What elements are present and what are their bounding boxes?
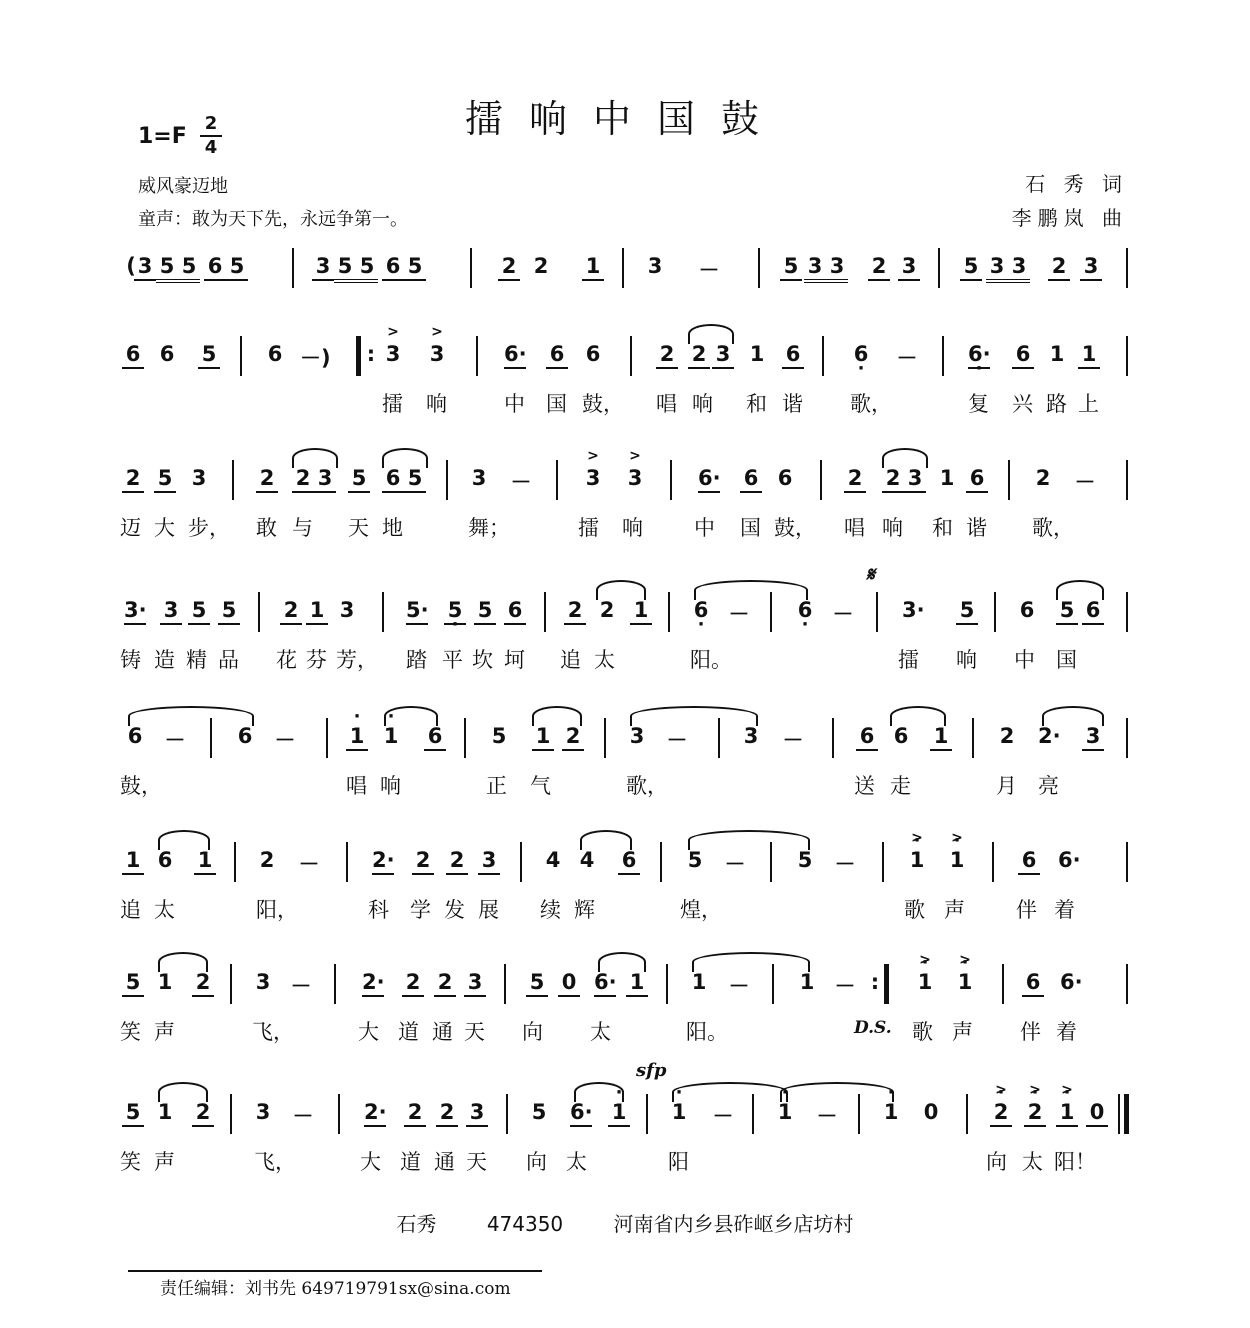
score-row-3	[120, 448, 1132, 580]
score-row-2	[120, 324, 1132, 456]
child-voice-note: 童声：敢为天下先，永远争第一。	[138, 209, 408, 230]
lyrics-row: 擂 响 中 国 鼓， 唱 响 和 谐 歌， 复 兴 路 上	[382, 392, 1099, 416]
composer-credit: 李鹏岚 曲	[1011, 206, 1128, 230]
score-row-8	[120, 1060, 1132, 1214]
postcode: 474350	[486, 1212, 564, 1236]
notation-row: 1 6 1 2 － 2· 2 2 3 4 4 6 5 － 5 － · 1 > · 1 > 6 6·	[120, 842, 1132, 882]
score-row-7	[120, 952, 1132, 1084]
divider	[128, 1270, 542, 1272]
lyrics-row: 鼓， 唱 响 正 气 歌， 送 走 月 亮	[120, 774, 1059, 798]
address: 河南省内乡县砟岖乡店坊村	[613, 1212, 854, 1236]
lyrics-row: 笑 声 飞， 大 道 通 天 向 太 阳 向 太 阳！	[120, 1150, 1096, 1174]
lyrics-row: 追 太 阳， 科 学 发 展 续 辉 煌， 歌 声 伴 着	[120, 898, 1075, 922]
lyrics-row: 笑 声 飞， 大 道 通 天 向 太 阳。 D.S. 歌 声 伴 着	[120, 1018, 1077, 1044]
editor-credit: 责任编辑：刘书先 649719791sx@sina.com	[160, 1279, 511, 1299]
key-signature: 1=F	[138, 124, 187, 149]
ds-mark: D.S.	[854, 1018, 892, 1038]
notation-row: 5 1 2 3 － 2· 2 2 3 5 0 6· 1 1 － 1 － : · 1 > · 1 > 6 6·	[120, 964, 1132, 1004]
dynamic-mark: sfp	[636, 1060, 667, 1081]
notation-row: ( 3 5 5 6 5 3 5 5 6 5 2 2 1 3 － 5 3 3 2 3 5 3 3 2 3	[120, 248, 1132, 288]
time-signature-top: 2	[204, 113, 218, 134]
notation-row: 6 － 6 － · 1 · 1 6 5 1 2 3 － 3 － 6 6 1 2 2· 3	[120, 718, 1132, 758]
page-title: 擂响中国鼓	[464, 97, 785, 141]
author-name: 石秀	[396, 1212, 437, 1236]
tempo-marking: 威风豪迈地	[138, 176, 228, 197]
segno-mark: 𝄋	[866, 562, 875, 586]
lyrics-row: 铸 造 精 品 花 芬 芳， 踏 平 坎 坷 追 太 阳。 擂 响 中 国	[120, 648, 1077, 672]
time-signature	[200, 114, 222, 158]
lyrics-row: 迈 大 步， 敢 与 天 地 舞； 擂 响 中 国 鼓， 唱 响 和 谐 歌，	[120, 516, 1074, 540]
notation-row: 2 5 3 2 2 3 5 6 5 3 － 3 > 3 > 6· 6 6 2 2 3 1 6 2 －	[120, 460, 1132, 500]
notation-row: 6 6 5 6 －) : 3 > 3 > 6· 6 6 2 2 3 1 6 6 · － 6· · 6 1 1	[120, 336, 1132, 376]
score-row-4	[120, 562, 1132, 712]
notation-row: 5 1 2 3 － 2· 2 2 3 5 6· · 1 sfp · 1 － · 1 － · 1 0 · 2 > · 2 > · 1 > 0	[120, 1094, 1132, 1134]
lyricist-credit: 石 秀 词	[1025, 172, 1128, 196]
notation-row: 3· 3 5 5 2 1 3 5· 5 · 5 6 2 2 1 6 · － 6 · － 𝄋 3· 5 6 5 6	[120, 592, 1132, 632]
time-signature-bottom: 4	[204, 137, 218, 158]
score-row-6	[120, 830, 1132, 962]
score-row-5	[120, 718, 1132, 838]
author-contact	[0, 1208, 1250, 1237]
